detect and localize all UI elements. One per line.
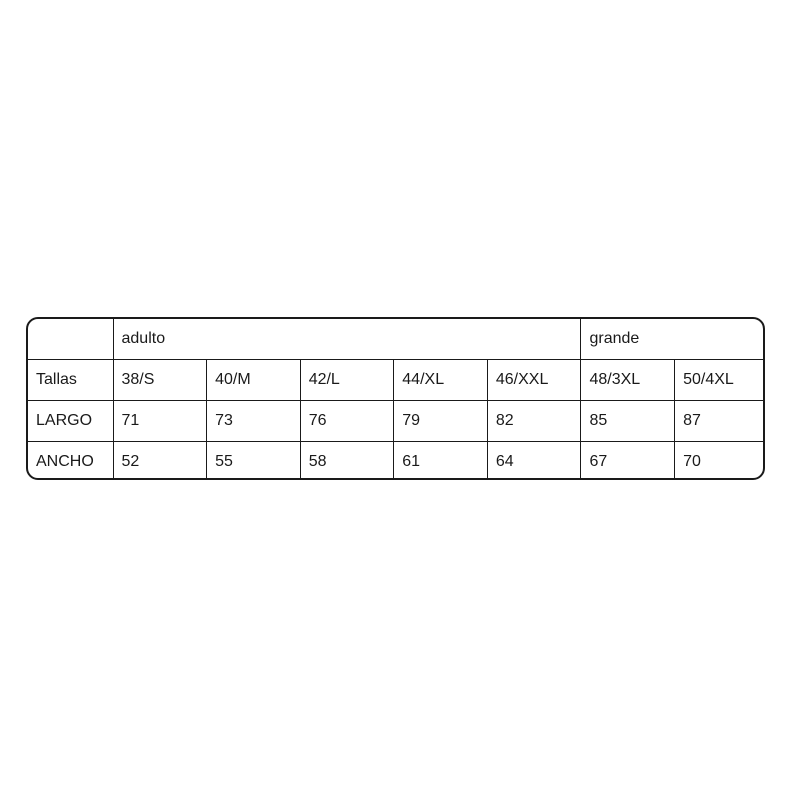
table-cell: 38/S (113, 360, 207, 401)
table-cell: 55 (207, 442, 301, 481)
table-cell: 71 (113, 401, 207, 442)
table-row-largo (28, 401, 765, 442)
table-cell: 42/L (300, 360, 394, 401)
row-label: LARGO (28, 401, 113, 442)
table-cell: 50/4XL (675, 360, 765, 401)
table-cell: 67 (581, 442, 675, 481)
table-cell: 70 (683, 453, 701, 470)
table-cell: 61 (394, 442, 488, 481)
size-table (28, 319, 765, 480)
table-cell: 79 (394, 401, 488, 442)
table-cell: 44/XL (394, 360, 488, 401)
table-cell: 76 (300, 401, 394, 442)
table-row-ancho (28, 442, 765, 481)
row-label: Tallas (28, 360, 113, 401)
table-cell: 82 (487, 401, 581, 442)
table-cell: 40/M (207, 360, 301, 401)
group-grande-header: grande (581, 319, 765, 360)
group-header-row (28, 319, 765, 360)
table-cell: 64 (487, 442, 581, 481)
row-label: ANCHO (28, 442, 113, 481)
table-cell: 87 (675, 401, 765, 442)
table-cell: 58 (300, 442, 394, 481)
table-cell: 46/XXL (487, 360, 581, 401)
table-cell: 48/3XL (581, 360, 675, 401)
table-cell: 85 (581, 401, 675, 442)
table-cell: 73 (207, 401, 301, 442)
size-chart-table (26, 317, 765, 480)
table-cell: 52 (113, 442, 207, 481)
table-row-tallas (28, 360, 765, 401)
corner-cell (28, 319, 113, 360)
group-adulto-header: adulto (113, 319, 581, 360)
